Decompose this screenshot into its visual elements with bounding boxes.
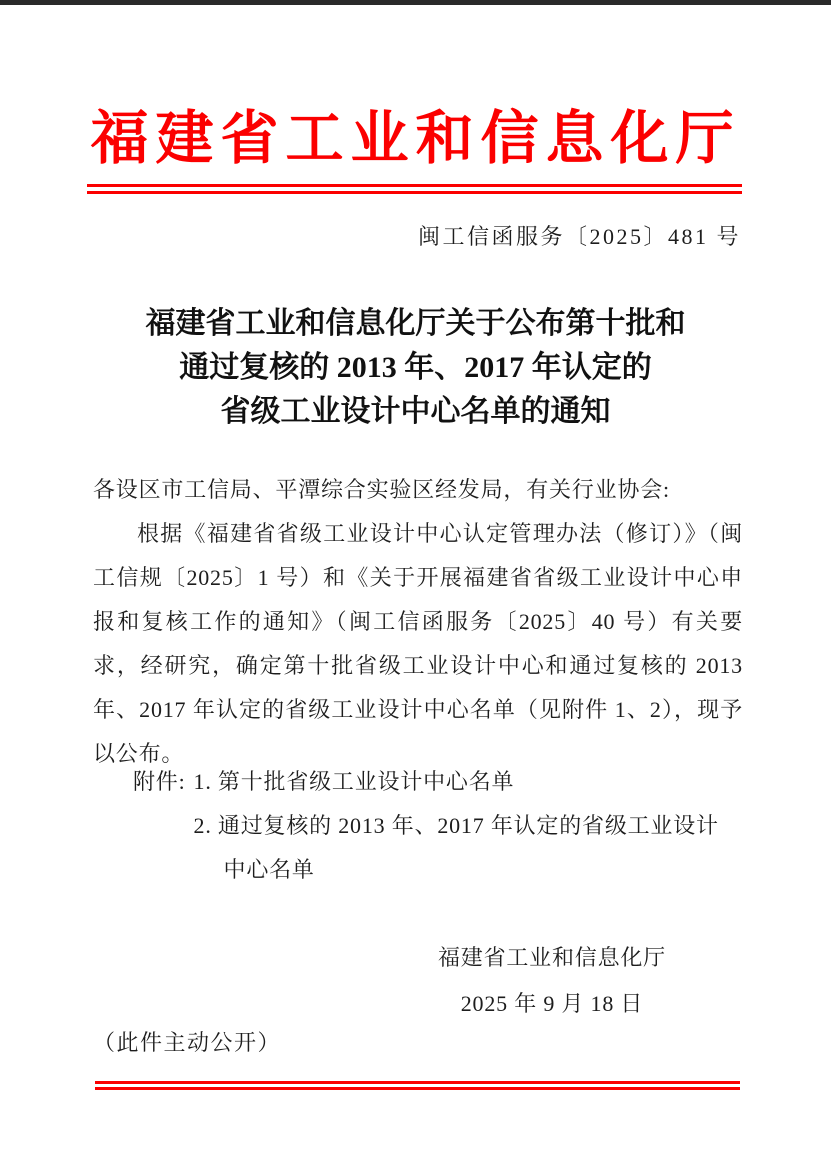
document-number: 闽工信函服务〔2025〕481 号: [417, 224, 741, 249]
attachment-item-2: 2. 通过复核的 2013 年、2017 年认定的省级工业设计中心名单: [193, 813, 719, 882]
notice-title-line-1: 福建省工业和信息化厅关于公布第十批和: [145, 307, 686, 340]
signature-agency: 福建省工业和信息化厅: [437, 945, 666, 970]
letterhead-agency-name: 福建省工业和信息化厅: [90, 106, 741, 171]
attachments-list: [194, 760, 732, 892]
notice-title: [60, 302, 771, 434]
salutation: 各设区市工信局、平潭综合实验区经发局，有关行业协会:: [93, 477, 670, 502]
attachments-label: 附件:: [133, 769, 186, 794]
signature-block: [436, 936, 668, 1026]
body-paragraph: 根据《福建省省级工业设计中心认定管理办法（修订）》（闽工信规〔2025〕1 号）和《关于开展福建省省级工业设计中心申报和复核工作的通知》（闽工信函服务〔2025〕40 号）有关要求，经研究，确定第十批省级工业设计中心和通过复核的 2013 年、2017 年认定的省级工业设计中心名单（见附件 1、2），现予以公布。: [93, 521, 743, 766]
footer-divider: [95, 1081, 740, 1090]
notice-body: [93, 468, 743, 776]
notice-title-line-3: 省级工业设计中心名单的通知: [220, 395, 611, 428]
scan-top-edge: [0, 0, 831, 5]
letterhead-divider: [87, 184, 742, 194]
signature-date: 2025 年 9 月 18 日: [460, 991, 644, 1016]
attachment-item-1: 1. 第十批省级工业设计中心名单: [193, 769, 515, 794]
disclosure-note: （此件主动公开）: [93, 1030, 282, 1055]
attachments-block: [133, 760, 748, 892]
notice-title-line-2: 通过复核的 2013 年、2017 年认定的: [179, 351, 652, 384]
